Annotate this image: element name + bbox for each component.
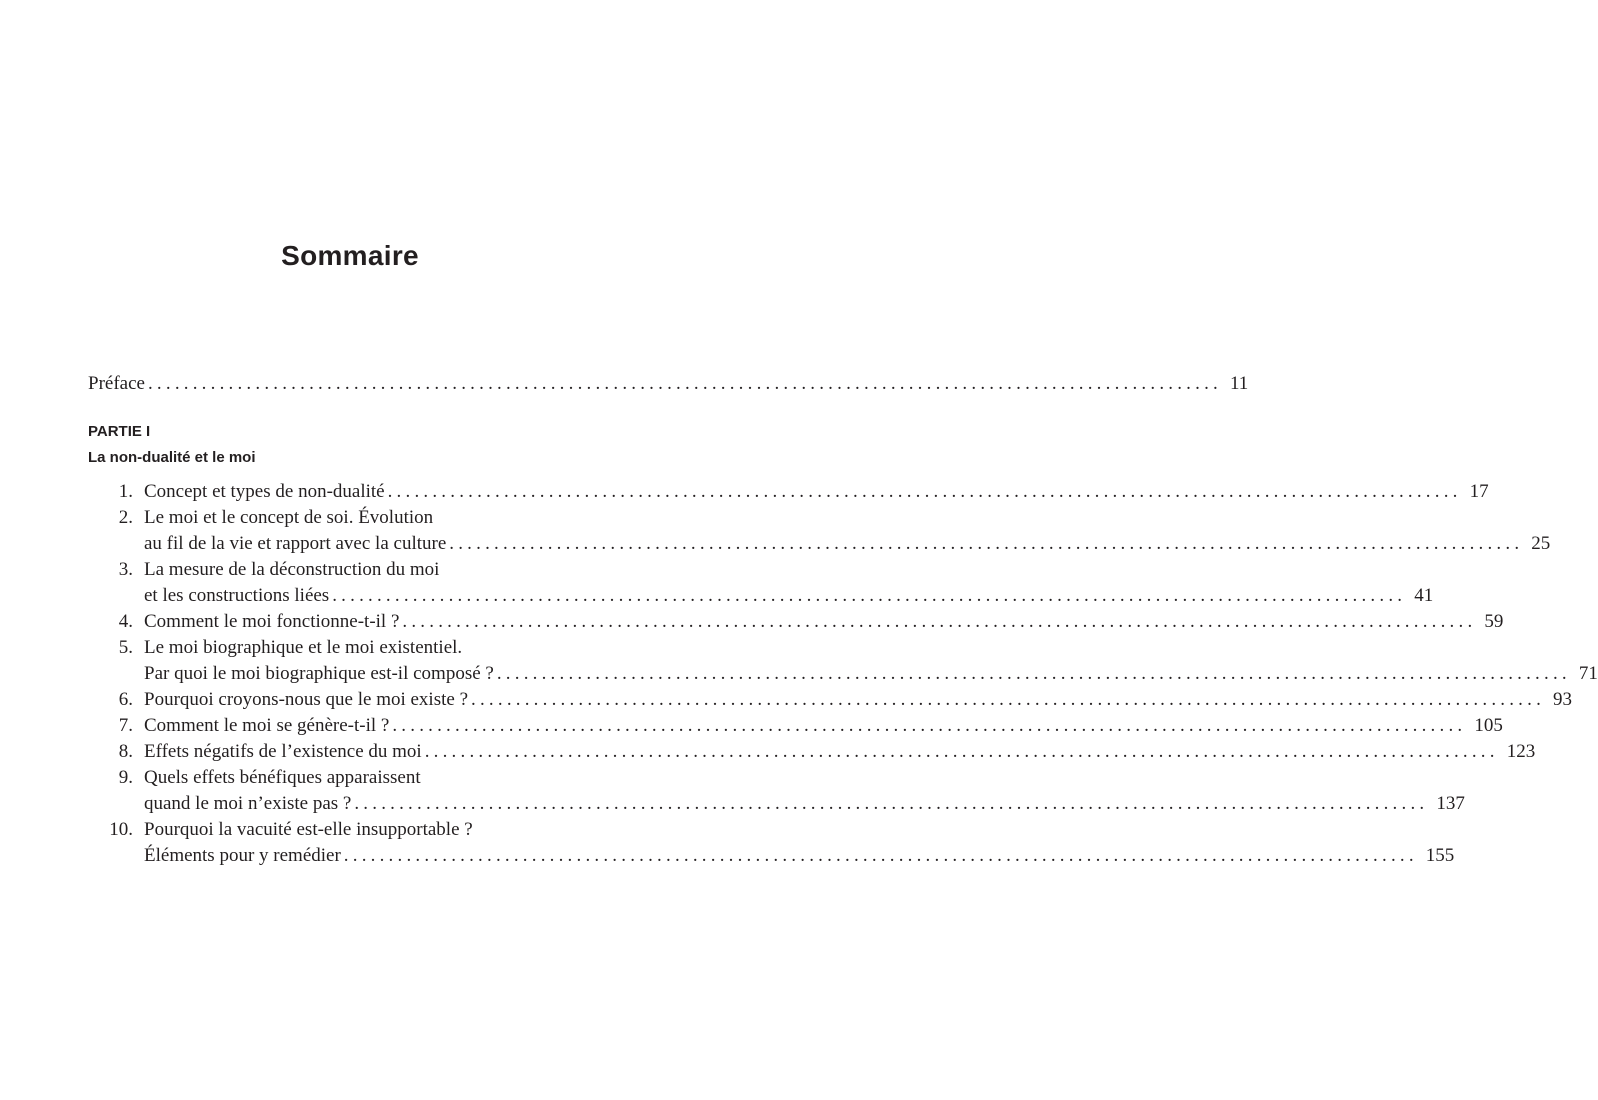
chapter-number: 9.: [118, 767, 133, 788]
toc-preface: [88, 371, 1249, 397]
dot-leader: ........................................................................................................................: [496, 663, 1571, 684]
dot-leader: ........................................................................................................................: [387, 481, 1462, 502]
chapter-number: 2.: [118, 507, 133, 528]
toc-entry-line: [88, 609, 1504, 635]
toc-entry-line: [88, 557, 610, 583]
page-number: 25: [1531, 533, 1551, 554]
dot-leader: ........................................................................................................................: [402, 611, 1477, 632]
chapter-number: 5.: [118, 637, 133, 658]
toc-entry-line: [88, 713, 1503, 739]
toc-entry-line: [88, 583, 1434, 609]
chapter-title: Comment le moi fonctionne-t-il ?: [144, 611, 400, 632]
page-number: 93: [1553, 689, 1573, 710]
chapter-title: Le moi biographique et le moi existentiel.: [144, 637, 463, 658]
chapter-number: 7.: [118, 715, 133, 736]
chapter-title: La mesure de la déconstruction du moi: [144, 559, 440, 580]
toc-entry-line: [88, 505, 610, 531]
toc-entry-line: [88, 531, 1551, 557]
chapter-title: au fil de la vie et rapport avec la culture: [144, 533, 447, 554]
chapter-number: 8.: [118, 741, 133, 762]
chapter-title: Effets négatifs de l’existence du moi: [144, 741, 422, 762]
chapter-title: Par quoi le moi biographique est-il composé ?: [144, 663, 494, 684]
page-number: 105: [1474, 715, 1503, 736]
chapter-title: Quels effets bénéfiques apparaissent: [144, 767, 421, 788]
dot-leader: ........................................................................................................................: [449, 533, 1524, 554]
chapter-title: Éléments pour y remédier: [144, 845, 341, 866]
toc-entry-line: [88, 817, 610, 843]
part-subtitle: La non-dualité et le moi: [88, 449, 256, 466]
chapter-number: 4.: [118, 611, 133, 632]
chapter-title: et les constructions liées: [144, 585, 330, 606]
chapter-number: 3.: [118, 559, 133, 580]
page-number: 17: [1469, 481, 1489, 502]
chapter-title: Le moi et le concept de soi. Évolution: [144, 507, 434, 528]
toc-entry-line: [88, 739, 1536, 765]
toc-entry-preface: [88, 371, 1249, 397]
page-number: 11: [1229, 373, 1249, 394]
dot-leader: ........................................................................................................................: [471, 689, 1546, 710]
dot-leader: ........................................................................................................................: [332, 585, 1407, 606]
chapter-title: Pourquoi croyons-nous que le moi existe ?: [144, 689, 469, 710]
chapter-number: 10.: [109, 819, 133, 840]
page-number: 137: [1436, 793, 1465, 814]
chapter-title: quand le moi n’existe pas ?: [144, 793, 352, 814]
page-number: 155: [1425, 845, 1455, 866]
page-number: 71: [1578, 663, 1598, 684]
part-label: PARTIE I: [88, 423, 151, 440]
page-title: Sommaire: [281, 240, 419, 271]
toc-entry-line: [88, 479, 1489, 505]
toc-entry-line: [88, 765, 610, 791]
chapter-title: Comment le moi se génère-t-il ?: [144, 715, 390, 736]
page-number: 59: [1484, 611, 1504, 632]
page-number: 41: [1414, 585, 1434, 606]
toc-entry-line: [88, 687, 1573, 713]
toc-entry-line: [88, 661, 1598, 687]
page-number: 123: [1506, 741, 1536, 762]
chapter-number: 1.: [118, 481, 133, 502]
dot-leader: ........................................................................................................................: [354, 793, 1429, 814]
chapter-number: 6.: [118, 689, 133, 710]
entry-title: Préface: [88, 373, 145, 394]
chapter-title: Pourquoi la vacuité est-elle insupportable ?: [144, 819, 473, 840]
dot-leader: ........................................................................................................................: [392, 715, 1467, 736]
toc-entry-line: [88, 843, 1455, 869]
toc-entry-line: [88, 791, 1465, 817]
dot-leader: ........................................................................................................................: [147, 373, 1222, 394]
chapter-title: Concept et types de non-dualité: [144, 481, 385, 502]
dot-leader: ........................................................................................................................: [343, 845, 1418, 866]
toc-entry-line: [88, 635, 610, 661]
dot-leader: ........................................................................................................................: [424, 741, 1499, 762]
toc-chapters: [88, 479, 1598, 869]
